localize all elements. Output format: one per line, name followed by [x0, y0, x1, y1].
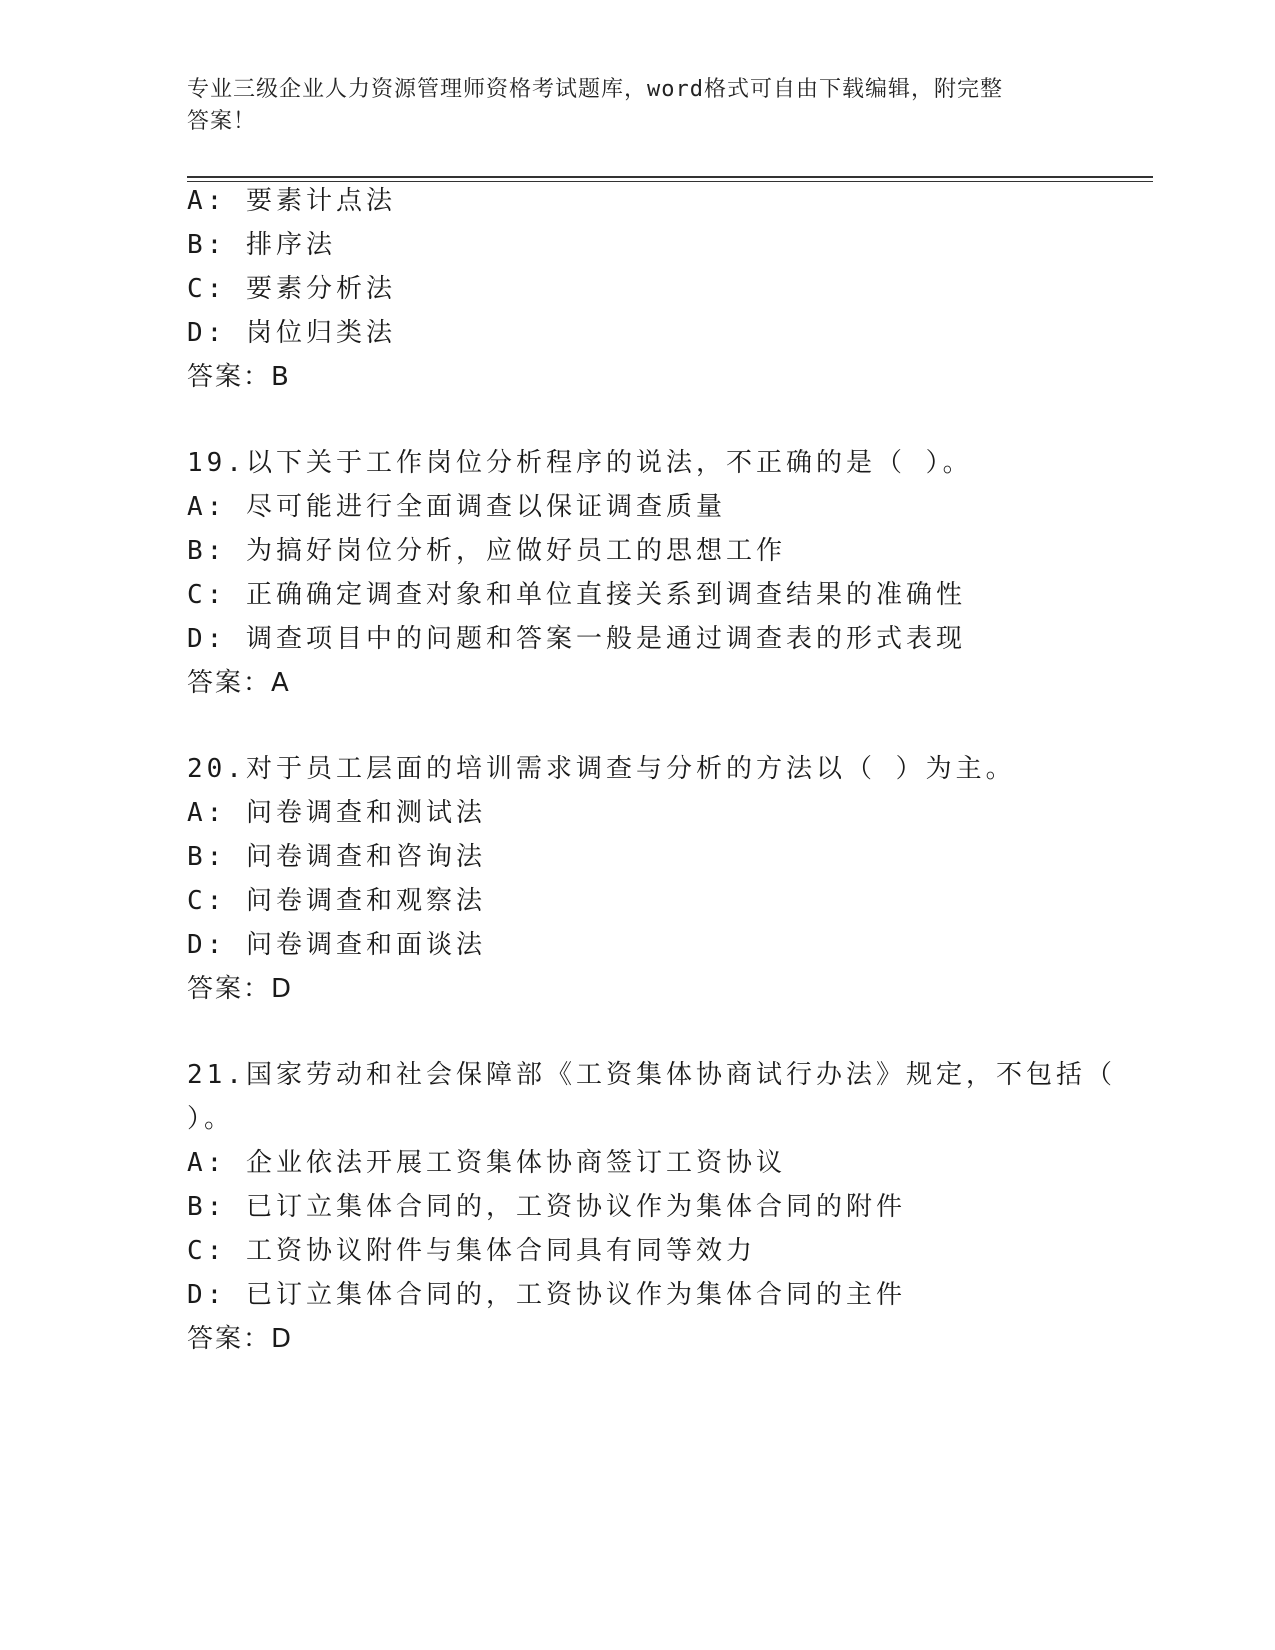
q18-option-b: B: 排序法	[187, 230, 336, 260]
q21-option-a: A: 企业依法开展工资集体协商签订工资协议	[187, 1148, 786, 1178]
q21-stem-line-1: 21.国家劳动和社会保障部《工资集体协商试行办法》规定，不包括（	[187, 1060, 1116, 1090]
q20-option-d: D: 问卷调查和面谈法	[187, 930, 486, 960]
q21-option-d: D: 已订立集体合同的，工资协议作为集体合同的主件	[187, 1280, 906, 1310]
q21-option-c: C: 工资协议附件与集体合同具有同等效力	[187, 1236, 756, 1266]
q18-option-d: D: 岗位归类法	[187, 318, 396, 348]
q19-answer: 答案：A	[187, 668, 291, 698]
q19-option-b: B: 为搞好岗位分析，应做好员工的思想工作	[187, 536, 786, 566]
header-divider-thin	[187, 181, 1153, 182]
q20-option-b: B: 问卷调查和咨询法	[187, 842, 486, 872]
q21-answer: 答案：D	[187, 1324, 294, 1354]
q19-stem: 19.以下关于工作岗位分析程序的说法，不正确的是（ ）。	[187, 448, 973, 478]
q20-option-c: C: 问卷调查和观察法	[187, 886, 486, 916]
q19-option-a: A: 尽可能进行全面调查以保证调查质量	[187, 492, 726, 522]
header-divider-thick	[187, 176, 1153, 178]
header-line-2: 答案！	[187, 109, 257, 134]
q20-option-a: A: 问卷调查和测试法	[187, 798, 486, 828]
q21-stem-line-2: ）。	[187, 1104, 235, 1134]
header-line-1: 专业三级企业人力资源管理师资格考试题库，word格式可自由下载编辑，附完整	[187, 77, 1003, 102]
q18-option-c: C: 要素分析法	[187, 274, 396, 304]
q19-option-c: C: 正确确定调查对象和单位直接关系到调查结果的准确性	[187, 580, 966, 610]
q20-answer: 答案：D	[187, 974, 294, 1004]
q18-option-a: A: 要素计点法	[187, 186, 396, 216]
q19-option-d: D: 调查项目中的问题和答案一般是通过调查表的形式表现	[187, 624, 966, 654]
q21-option-b: B: 已订立集体合同的，工资协议作为集体合同的附件	[187, 1192, 906, 1222]
q18-answer: 答案：B	[187, 362, 291, 392]
q20-stem: 20.对于员工层面的培训需求调查与分析的方法以（ ）为主。	[187, 754, 1016, 784]
document-header	[187, 74, 1067, 138]
